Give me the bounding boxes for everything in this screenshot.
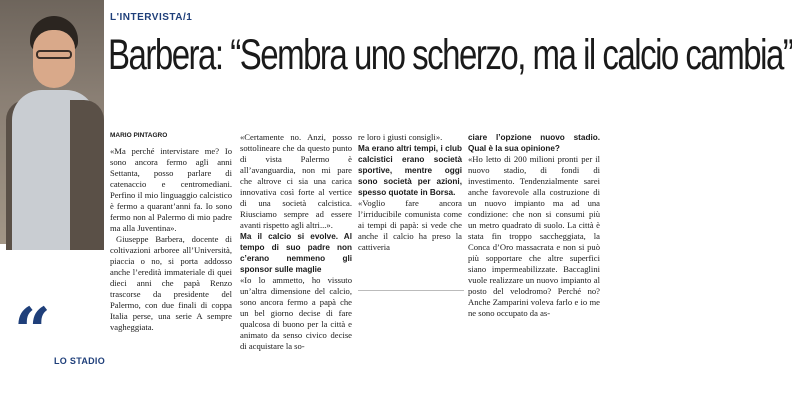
column-3 (358, 132, 462, 253)
paragraph: «Ma perché intervistare me? Io sono ancora fermo agli anni Settanta, posso parlare di catenaccio e centromediani. Perfino il mio linguaggio calcistico è fermo a quarant’anni fa. Io sono fermo non al Palermo di mio padre ma alla Juventina». (110, 146, 232, 233)
kicker: L'INTERVISTA/1 (110, 12, 193, 23)
column-1 (110, 146, 232, 333)
section-label: LO STADIO (54, 356, 106, 366)
column-4 (468, 132, 600, 319)
column-2 (240, 132, 352, 352)
paragraph: «Io lo ammetto, ho vissuto un’altra dimensione del calcio, sono ancora fermo a papà che un bel giorno decise di fare qualcosa di buono per la città e animato da senso civico decise di acquistare la so- (240, 275, 352, 351)
headline: Barbera: “Sembra uno scherzo, ma il calcio cambia” (108, 30, 792, 79)
paragraph: «Voglio fare ancora l’irriducibile comunista come ai tempi di papà: si vede che anche il calcio ha preso la cattiveria (358, 198, 462, 252)
byline: MARIO PINTAGRO (110, 132, 168, 139)
paragraph: «Ho letto di 200 milioni pronti per il nuovo stadio, di fondi di investimento. Tendenzialmente sarei anche favorevole alla costruzione di un nuovo impianto ma ad una condizione: che non si consumi più un metro quadrato di suolo. La città è stata fin troppo saccheggiata, la Conca d’Oro massacrata e non si può più sopportare che altre superfici siano impermeabilizzate. Baccaglini vuole realizzare un nuovo impianto al posto del velodromo? Perché no? Anche Zamparini voleva farlo e io me ne sono occupato da as- (468, 154, 600, 318)
pull-quote (358, 290, 464, 293)
paragraph: Giuseppe Barbera, docente di coltivazioni arboree all’Università, piaccia o no, si porta addosso anche l’eredità immateriale di quei dieci anni che papà Renzo trascorse da presidente del Palermo, con due finali di coppa Italia perse, una serie A sempre vagheggiata. (110, 234, 232, 332)
portrait-photo (0, 0, 104, 244)
paragraph: re loro i giusti consigli». (358, 132, 443, 142)
paragraph: «Certamente no. Anzi, posso sottolineare che da questo punto di vista Palermo è all’avanguardia, non mi pare che altrove ci sia una carica innovativa così forte al vertice di una società calcistica. Riusciamo sempre ad essere avanti rispetto agli altri...». (240, 132, 352, 230)
interview-question: ciare l’opzione nuovo stadio. Qual è la sua opinione? (468, 133, 600, 153)
interview-question: Ma il calcio si evolve. Al tempo di suo padre non c’erano nemmeno gli sponsor sulle maglie (240, 232, 352, 274)
interview-question: Ma erano altri tempi, i club calcistici erano società sportive, mentre oggi sono società per azioni, spesso quotate in Borsa. (358, 144, 462, 197)
quote-glyph-icon: “ (14, 294, 51, 369)
